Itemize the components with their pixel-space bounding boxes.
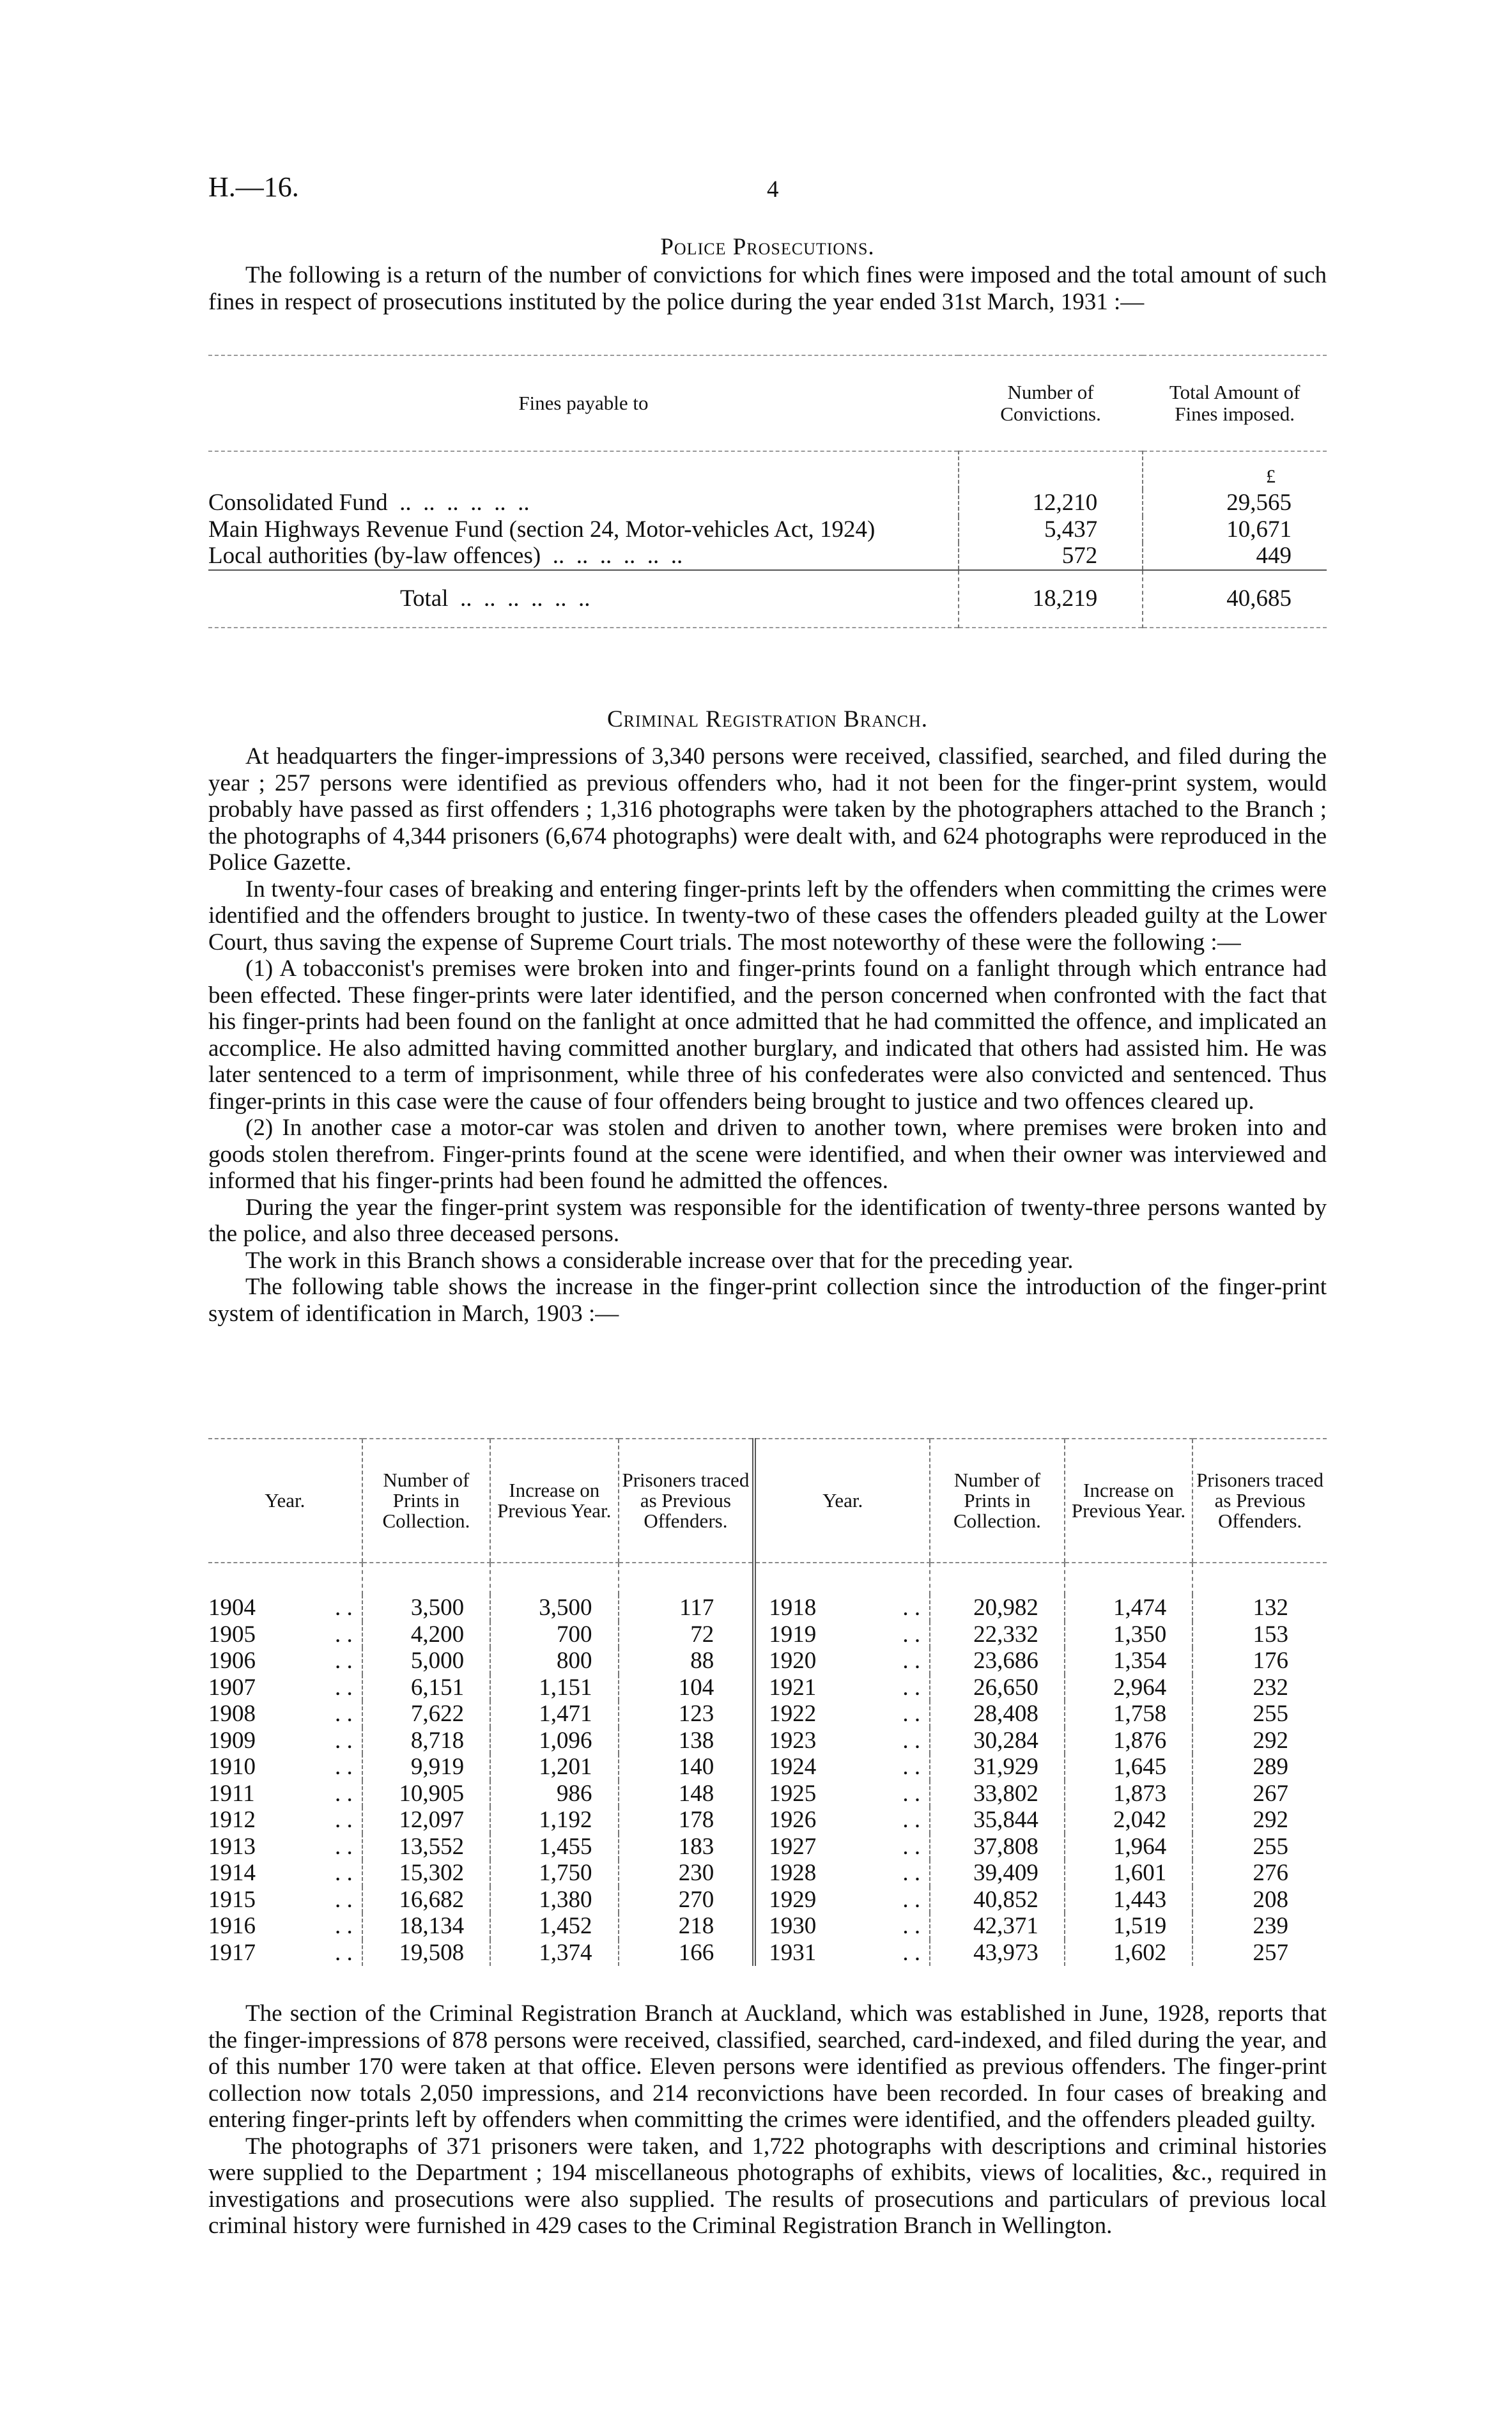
table-row	[208, 1807, 1327, 1834]
total-convictions: 18,219	[959, 570, 1143, 628]
criminal-body	[208, 743, 1327, 1327]
total-label: Total .. .	[208, 570, 959, 628]
amount-value: 449	[1143, 543, 1327, 570]
right-prints-cell: 30,284	[930, 1728, 1065, 1754]
table-row	[208, 1860, 1327, 1887]
left-prints-cell: 8,718	[362, 1728, 490, 1754]
right-prints-cell: 40,852	[930, 1887, 1065, 1914]
left-increase-cell: 1,374	[490, 1940, 618, 1967]
column-header: Fines payable to	[518, 392, 649, 414]
left-increase-cell: 700	[490, 1621, 618, 1648]
column-header: Total Amount of Fines imposed.	[1169, 381, 1300, 425]
left-increase-cell: 1,201	[490, 1754, 618, 1781]
right-prisoners-cell: 255	[1192, 1701, 1327, 1728]
left-prints-cell: 7,622	[362, 1701, 490, 1728]
leader-dots: . .	[902, 1807, 921, 1833]
left-year-cell: 1911 . .	[208, 1780, 353, 1807]
table-row	[208, 543, 1327, 570]
left-prints-cell: 12,097	[362, 1807, 490, 1834]
paragraph: The section of the Criminal Registration Branch at Auckland, which was established in June, 1928, reports that the finger-impressions of 878 persons were received, classified, searched, card-indexed, and filed during the year, and of this number 170 were taken at that office. Eleven persons were identified as previous offenders. The finger-print collection now totals 2,050 impressions, and 214 reconvictions have been recorded. In four cases of breaking and entering finger-prints left by offenders when committing the crimes were identified, and the offenders pleaded guilty.	[208, 2000, 1327, 2133]
table-row	[208, 1595, 1327, 1621]
column-header: Year.	[754, 1439, 930, 1563]
right-prints-cell: 26,650	[930, 1674, 1065, 1701]
column-header: Increase on Previous Year.	[1065, 1439, 1192, 1563]
police-intro	[208, 262, 1327, 315]
left-year-cell: 1916 . .	[208, 1913, 353, 1939]
left-prisoners-cell: 230	[619, 1860, 755, 1887]
leader-dots: . .	[334, 1780, 353, 1807]
left-year-cell: 1907 . .	[208, 1674, 353, 1701]
table-row	[208, 1754, 1327, 1781]
left-prints-cell: 10,905	[362, 1781, 490, 1807]
leader-dots: . .	[334, 1754, 353, 1780]
right-year-cell: 1918 . .	[754, 1595, 930, 1621]
left-increase-cell: 1,455	[490, 1834, 618, 1860]
row-label: Main Highways Revenue Fund (section 24, Motor-vehicles Act, 1924)	[208, 516, 876, 543]
left-year-cell: 1917 . .	[208, 1939, 353, 1966]
leader-dots: . .	[902, 1674, 921, 1701]
right-increase-cell: 1,519	[1065, 1913, 1192, 1940]
right-year-cell: 1926 . .	[754, 1807, 930, 1834]
right-increase-cell: 1,350	[1065, 1621, 1192, 1648]
right-prisoners-cell: 257	[1192, 1940, 1327, 1967]
convictions-value: 572	[959, 543, 1143, 570]
leader-dots: . .	[334, 1886, 353, 1913]
left-increase-cell: 3,500	[490, 1595, 618, 1621]
paragraph: During the year the finger-print system was responsible for the identification of twenty-three persons wanted by the police, and also three deceased persons.	[208, 1194, 1327, 1247]
section-title-police-prosecutions: Police Prosecutions.	[660, 234, 875, 260]
right-increase-cell: 1,601	[1065, 1860, 1192, 1887]
left-year-cell: 1915 . .	[208, 1886, 353, 1913]
paragraph: At headquarters the finger-impressions of 3,340 persons were received, classified, searched, and filed during the year ; 257 persons were identified as previous offenders who, had it not been for the finger-print system, would probably have passed as first offenders ; 1,316 photographs were taken by the photographers attached to the Branch ; the photographs of 4,344 prisoners (6,674 photographs) were dealt with, and 624 photographs were reproduced in the Police Gazette.	[208, 743, 1327, 876]
paragraph: (2) In another case a motor-car was stolen and driven to another town, where premises were broken into and goods stolen therefrom. Finger-prints found at the scene were identified, and when their owner was interviewed and informed that his finger-prints had been found he admitted the offences.	[208, 1115, 1327, 1194]
right-year-cell: 1921 . .	[754, 1674, 930, 1701]
column-header: Increase on Previous Year.	[490, 1439, 618, 1563]
leader-dots: . .	[334, 1727, 353, 1754]
right-increase-cell: 1,474	[1065, 1595, 1192, 1621]
right-prisoners-cell: 208	[1192, 1887, 1327, 1914]
left-increase-cell: 1,750	[490, 1860, 618, 1887]
left-increase-cell: 986	[490, 1781, 618, 1807]
left-prisoners-cell: 117	[619, 1595, 755, 1621]
amount-value: 10,671	[1143, 516, 1327, 543]
total-row	[208, 570, 1327, 628]
currency-symbol: £	[1143, 451, 1327, 490]
right-prints-cell: 22,332	[930, 1621, 1065, 1648]
table-row	[208, 1621, 1327, 1648]
right-year-cell: 1924 . .	[754, 1754, 930, 1781]
left-increase-cell: 800	[490, 1648, 618, 1674]
column-header: Prisoners traced as Previous Offenders.	[1192, 1439, 1327, 1563]
left-prints-cell: 3,500	[362, 1595, 490, 1621]
right-prisoners-cell: 239	[1192, 1913, 1327, 1940]
right-year-cell: 1927 . .	[754, 1834, 930, 1860]
table-row	[208, 1887, 1327, 1914]
right-prints-cell: 35,844	[930, 1807, 1065, 1834]
leader-dots: . .	[902, 1727, 921, 1754]
left-increase-cell: 1,096	[490, 1728, 618, 1754]
left-prints-cell: 6,151	[362, 1674, 490, 1701]
right-prisoners-cell: 292	[1192, 1728, 1327, 1754]
left-prints-cell: 15,302	[362, 1860, 490, 1887]
leader-dots: . .	[902, 1833, 921, 1860]
right-prints-cell: 37,808	[930, 1834, 1065, 1860]
right-increase-cell: 1,758	[1065, 1701, 1192, 1728]
table-row	[208, 1728, 1327, 1754]
right-increase-cell: 2,042	[1065, 1807, 1192, 1834]
right-prisoners-cell: 255	[1192, 1834, 1327, 1860]
left-year-cell: 1910 . .	[208, 1754, 353, 1780]
right-prints-cell: 43,973	[930, 1940, 1065, 1967]
left-increase-cell: 1,151	[490, 1674, 618, 1701]
leader-dots: . .	[902, 1860, 921, 1886]
left-increase-cell: 1,192	[490, 1807, 618, 1834]
left-increase-cell: 1,471	[490, 1701, 618, 1728]
row-label: Consolidated Fund .. .	[208, 490, 959, 516]
right-prints-cell: 39,409	[930, 1860, 1065, 1887]
left-prisoners-cell: 166	[619, 1940, 755, 1967]
left-year-cell: 1909 . .	[208, 1727, 353, 1754]
left-year-cell: 1904 . .	[208, 1595, 353, 1621]
leader-dots: . .	[902, 1648, 921, 1674]
right-year-cell: 1919 . .	[754, 1621, 930, 1648]
paragraph: In twenty-four cases of breaking and entering finger-prints left by the offenders when committing the crimes were identified and the offenders brought to justice. In twenty-two of these cases the offenders pleaded guilty at the Lower Court, thus saving the expense of Supreme Court trials. The most noteworthy of these were the following :—	[208, 876, 1327, 955]
paragraph: The following table shows the increase in the finger-print collection since the introduction of the finger-print system of identification in March, 1903 :—	[208, 1274, 1327, 1327]
right-year-cell: 1922 . .	[754, 1701, 930, 1728]
left-prisoners-cell: 138	[619, 1728, 755, 1754]
table-row	[208, 490, 1327, 516]
leader-dots: . .	[334, 1807, 353, 1833]
leader-dots: . .	[334, 1833, 353, 1860]
table-row	[208, 1648, 1327, 1674]
paragraph: The work in this Branch shows a considerable increase over that for the preceding year.	[245, 1247, 1074, 1274]
right-year-cell: 1931 . .	[754, 1940, 930, 1967]
leader-dots: . .	[902, 1621, 921, 1648]
right-year-cell: 1920 . .	[754, 1648, 930, 1674]
leader-dots: . .	[334, 1674, 353, 1701]
right-prisoners-cell: 153	[1192, 1621, 1327, 1648]
left-prints-cell: 18,134	[362, 1913, 490, 1940]
paragraph: (1) A tobacconist's premises were broken into and finger-prints found on a fanlight through which entrance had been effected. These finger-prints were later identified, and the person concerned when confronted with the fact that his finger-prints had been found on the fanlight at once admitted that he had committed the offence, and implicated an accomplice. He also admitted having committed another burglary, and indicated that others had assisted him. He was later sentenced to a term of imprisonment, while three of his confederates were also convicted and sentenced. Thus finger-prints in this case were the cause of four offenders being brought to justice and two offences cleared up.	[208, 955, 1327, 1115]
left-prints-cell: 4,200	[362, 1621, 490, 1648]
right-prisoners-cell: 176	[1192, 1648, 1327, 1674]
left-prints-cell: 5,000	[362, 1648, 490, 1674]
left-year-cell: 1908 . .	[208, 1701, 353, 1727]
page-number: 4	[767, 176, 779, 203]
right-year-cell: 1923 . .	[754, 1728, 930, 1754]
right-prints-cell: 33,802	[930, 1781, 1065, 1807]
right-year-cell: 1930 . .	[754, 1913, 930, 1940]
fines-table	[208, 355, 1327, 628]
leader-dots: . .	[334, 1648, 353, 1674]
left-prints-cell: 9,919	[362, 1754, 490, 1781]
right-increase-cell: 1,873	[1065, 1781, 1192, 1807]
total-amount: 40,685	[1143, 570, 1327, 628]
right-prints-cell: 20,982	[930, 1595, 1065, 1621]
right-increase-cell: 2,964	[1065, 1674, 1192, 1701]
left-prisoners-cell: 72	[619, 1621, 755, 1648]
left-increase-cell: 1,452	[490, 1913, 618, 1940]
convictions-value: 5,437	[959, 516, 1143, 543]
right-prisoners-cell: 232	[1192, 1674, 1327, 1701]
right-prisoners-cell: 276	[1192, 1860, 1327, 1887]
right-prisoners-cell: 292	[1192, 1807, 1327, 1834]
leader-dots: . .	[334, 1860, 353, 1886]
left-prisoners-cell: 183	[619, 1834, 755, 1860]
right-increase-cell: 1,354	[1065, 1648, 1192, 1674]
right-increase-cell: 1,602	[1065, 1940, 1192, 1967]
left-prisoners-cell: 148	[619, 1781, 755, 1807]
paragraph: The photographs of 371 prisoners were taken, and 1,722 photographs with descriptions and criminal histories were supplied to the Department ; 194 miscellaneous photographs of exhibits, views of localities, &c., required in investigations and prosecutions were also supplied. The results of prosecutions and particulars of previous local criminal history were furnished in 429 cases to the Criminal Registration Branch in Wellington.	[208, 2133, 1327, 2239]
table-row	[208, 516, 1327, 543]
amount-value: 29,565	[1143, 490, 1327, 516]
report-reference: H.—16.	[208, 171, 299, 203]
right-year-cell: 1929 . .	[754, 1887, 930, 1914]
left-year-cell: 1905 . .	[208, 1621, 353, 1648]
leader-dots: . .	[902, 1780, 921, 1807]
right-increase-cell: 1,876	[1065, 1728, 1192, 1754]
leader-dots: . .	[902, 1701, 921, 1727]
right-increase-cell: 1,443	[1065, 1887, 1192, 1914]
left-prisoners-cell: 123	[619, 1701, 755, 1728]
table-row	[208, 1781, 1327, 1807]
left-prisoners-cell: 140	[619, 1754, 755, 1781]
right-prints-cell: 28,408	[930, 1701, 1065, 1728]
leader-dots: . .	[902, 1913, 921, 1939]
left-prisoners-cell: 88	[619, 1648, 755, 1674]
table-row	[208, 1834, 1327, 1860]
left-increase-cell: 1,380	[490, 1887, 618, 1914]
left-prints-cell: 13,552	[362, 1834, 490, 1860]
closing-body	[208, 2000, 1327, 2239]
column-header: Number of Prints in Collection.	[930, 1439, 1065, 1563]
table-row	[208, 1913, 1327, 1940]
left-prisoners-cell: 218	[619, 1913, 755, 1940]
leader-dots: . .	[334, 1939, 353, 1966]
left-prisoners-cell: 104	[619, 1674, 755, 1701]
paragraph: The following is a return of the number of convictions for which fines were imposed and the total amount of such fines in respect of prosecutions instituted by the police during the year ended 31st March, 1931 :—	[208, 262, 1327, 315]
left-prints-cell: 19,508	[362, 1940, 490, 1967]
left-prisoners-cell: 178	[619, 1807, 755, 1834]
section-title-criminal-registration: Criminal Registration Branch.	[607, 706, 928, 732]
convictions-value: 12,210	[959, 490, 1143, 516]
right-increase-cell: 1,645	[1065, 1754, 1192, 1781]
right-prisoners-cell: 267	[1192, 1781, 1327, 1807]
right-prints-cell: 31,929	[930, 1754, 1065, 1781]
left-year-cell: 1906 . .	[208, 1648, 353, 1674]
column-header: Year.	[208, 1439, 362, 1563]
column-header: Number of Prints in Collection.	[362, 1439, 490, 1563]
right-year-cell: 1925 . .	[754, 1781, 930, 1807]
column-header: Number of Convictions.	[1000, 381, 1101, 425]
leader-dots: . .	[334, 1595, 353, 1621]
right-prisoners-cell: 289	[1192, 1754, 1327, 1781]
column-header: Prisoners traced as Previous Offenders.	[619, 1439, 755, 1563]
right-increase-cell: 1,964	[1065, 1834, 1192, 1860]
right-prints-cell: 23,686	[930, 1648, 1065, 1674]
finger-print-table	[208, 1438, 1327, 1966]
left-prints-cell: 16,682	[362, 1887, 490, 1914]
table-row	[208, 1674, 1327, 1701]
leader-dots: . .	[334, 1621, 353, 1648]
leader-dots: . .	[334, 1701, 353, 1727]
table-row	[208, 1940, 1327, 1967]
left-prisoners-cell: 270	[619, 1887, 755, 1914]
right-year-cell: 1928 . .	[754, 1860, 930, 1887]
leader-dots: . .	[902, 1595, 921, 1621]
left-year-cell: 1914 . .	[208, 1860, 353, 1886]
row-label: Local authorities (by-law offences) .. .	[208, 543, 959, 570]
leader-dots: . .	[902, 1939, 921, 1966]
right-prisoners-cell: 132	[1192, 1595, 1327, 1621]
leader-dots: . .	[334, 1913, 353, 1939]
left-year-cell: 1913 . .	[208, 1833, 353, 1860]
right-prints-cell: 42,371	[930, 1913, 1065, 1940]
table-row	[208, 1701, 1327, 1728]
leader-dots: . .	[902, 1886, 921, 1913]
leader-dots: . .	[902, 1754, 921, 1780]
left-year-cell: 1912 . .	[208, 1807, 353, 1833]
